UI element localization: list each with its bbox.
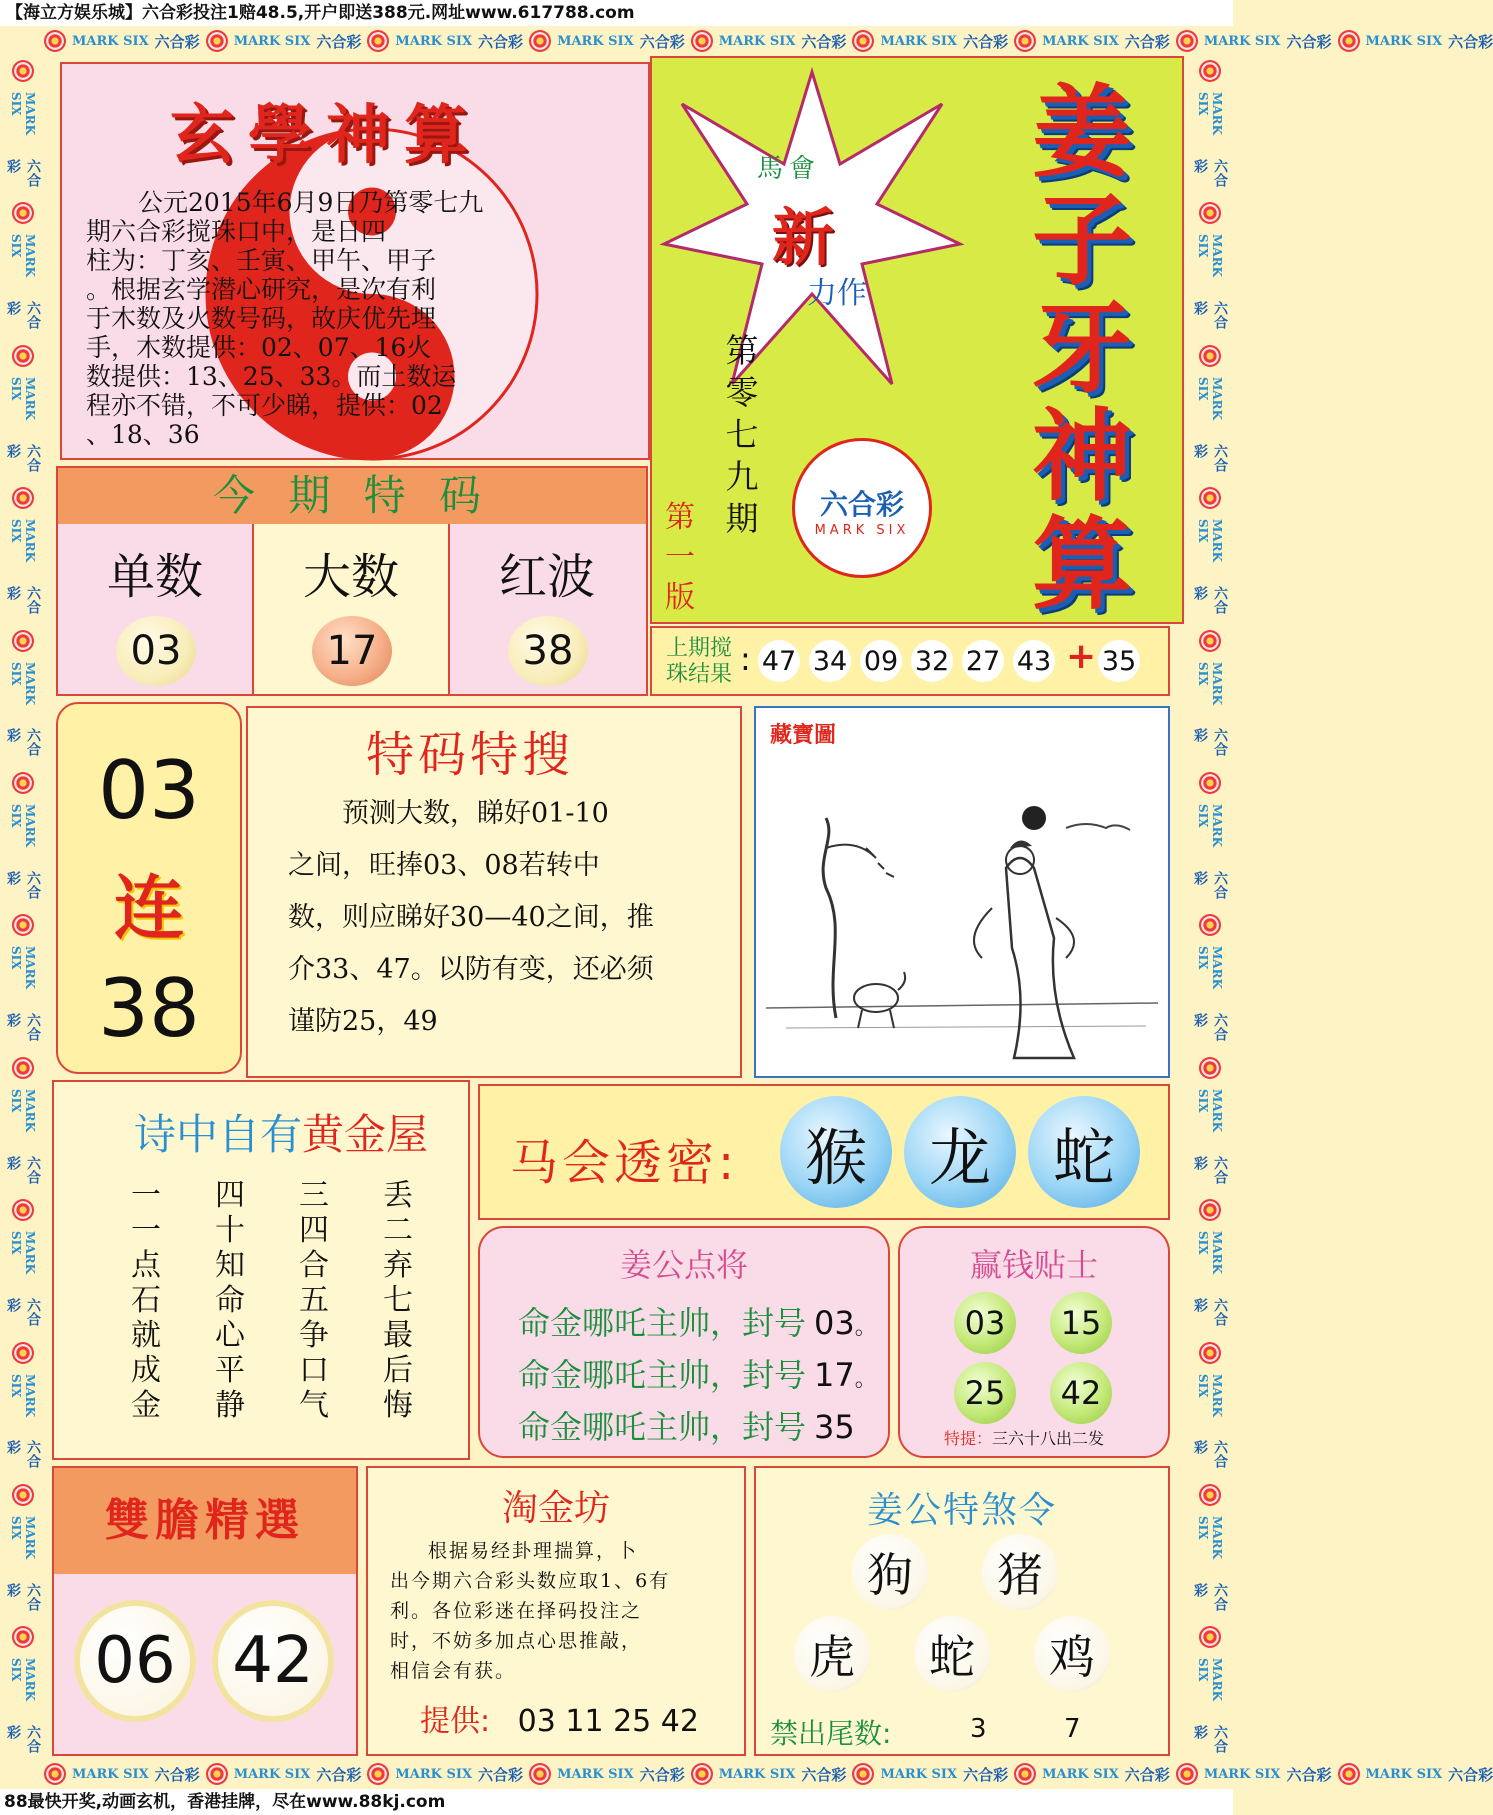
poem-char: 心: [215, 1318, 245, 1353]
temasousou-panel: [246, 706, 742, 1078]
border-mark-six-text: MARK SIX: [9, 1658, 37, 1702]
flower-icon: [12, 60, 34, 82]
poem-char: 后: [383, 1353, 413, 1388]
poem-char: 一: [131, 1213, 161, 1248]
border-mark-six-text: MARK SIX: [1203, 33, 1281, 49]
border-mark-six-text: MARK SIX: [718, 1766, 796, 1782]
border-lhc-text: 六合彩: [316, 32, 362, 51]
poem-char: 成: [131, 1353, 161, 1388]
border-mark-six-text: MARK SIX: [1196, 1516, 1224, 1560]
border-lhc-text: 六合彩: [1192, 158, 1228, 187]
taojin-provide-label: 提供:: [420, 1704, 491, 1739]
mahui-zodiac-ball: 猴: [780, 1096, 892, 1208]
flower-icon: [12, 1484, 34, 1506]
tesha-zodiac-ball: 蛇: [914, 1616, 990, 1692]
taojin-provide: [420, 1696, 699, 1740]
shuangdan-title: 雙膽精選: [54, 1468, 356, 1574]
yingqian-number-ball: 25: [954, 1362, 1016, 1424]
flower-icon: [1199, 1199, 1221, 1221]
logo-cn: 六合彩: [819, 488, 904, 521]
border-lhc-text: 六合彩: [1286, 32, 1332, 51]
border-lhc-text: 六合彩: [316, 1765, 362, 1784]
jianggong-line-number: 35: [814, 1408, 855, 1446]
border-lhc-text: 六合彩: [5, 1297, 41, 1326]
border-right-strip: [1187, 56, 1233, 1759]
last-result-plus: +: [1066, 636, 1097, 677]
yingqian-title: 赢钱贴士: [969, 1246, 1098, 1284]
poem-char: 争: [299, 1318, 329, 1353]
flower-icon: [367, 1763, 389, 1785]
edition-char: 一: [665, 540, 695, 575]
border-lhc-text: 六合彩: [5, 870, 41, 899]
flower-icon: [691, 1763, 713, 1785]
jinqi-item: [58, 524, 254, 694]
poem-char: 口: [299, 1353, 329, 1388]
border-mark-six-text: MARK SIX: [72, 1766, 149, 1782]
border-mark-six-text: MARK SIX: [9, 946, 37, 990]
border-mark-six-text: MARK SIX: [880, 1766, 958, 1782]
border-mark-six-text: MARK SIX: [395, 33, 473, 49]
temasousou-line: 介33、47。以防有变，还必须: [288, 954, 654, 985]
temasousou-line: 之间，旺捧03、08若转中: [288, 850, 600, 881]
yingqian-panel: [898, 1226, 1170, 1458]
poem-column: [294, 1178, 334, 1423]
shuangdan-panel: [52, 1466, 358, 1756]
border-lhc-text: 六合彩: [5, 443, 41, 472]
tesha-zodiac-ball: 鸡: [1034, 1616, 1110, 1692]
border-mark-six-text: MARK SIX: [395, 1766, 473, 1782]
flower-icon: [1199, 487, 1221, 509]
top-banner: 【海立方娱乐城】六合彩投注1赔48.5,开户即送388元.网址www.617788.com: [0, 0, 1233, 26]
tesha-tail-number: 7: [1064, 1714, 1081, 1744]
jianggong-line-mark: 。: [854, 1315, 877, 1340]
poem-char: 三: [299, 1178, 329, 1213]
jinqi-item-number-ball: 38: [508, 616, 588, 686]
jinqi-item: [254, 524, 450, 694]
yingqian-number-ball: 42: [1050, 1362, 1112, 1424]
border-lhc-text: 六合彩: [1192, 1297, 1228, 1326]
poem-char: 二: [383, 1213, 413, 1248]
mahui-zodiac-ball: 蛇: [1028, 1096, 1140, 1208]
border-lhc-text: 六合彩: [5, 1725, 41, 1754]
flower-icon: [12, 772, 34, 794]
border-mark-six-text: MARK SIX: [9, 1231, 37, 1275]
flower-icon: [1176, 1763, 1198, 1785]
poem-panel: [52, 1080, 470, 1460]
border-mark-six-text: MARK SIX: [557, 33, 634, 49]
jianggong-panel: [478, 1226, 890, 1458]
border-mark-six-text: MARK SIX: [1203, 1766, 1281, 1782]
border-lhc-text: 六合彩: [5, 1582, 41, 1611]
issue-char: 九: [725, 457, 759, 496]
border-mark-six-text: MARK SIX: [1365, 33, 1443, 49]
border-lhc-text: 六合彩: [5, 1155, 41, 1184]
last-result-label-1: 上期搅: [666, 636, 733, 661]
last-result-label: [666, 636, 732, 688]
border-lhc-text: 六合彩: [1448, 32, 1493, 51]
jinqi-item-label: 红波: [498, 549, 595, 605]
border-mark-six-text: MARK SIX: [9, 519, 37, 563]
lian-middle-text: 连: [114, 867, 184, 949]
flower-icon: [1338, 1763, 1360, 1785]
main-title-char: 牙: [1032, 289, 1132, 407]
poem-title-part1: 诗中自有: [134, 1110, 303, 1159]
mark-six-logo: [792, 438, 932, 578]
star-center-text: 新: [772, 201, 835, 274]
border-mark-six-text: MARK SIX: [1196, 92, 1224, 135]
main-title-char: 子: [1032, 181, 1132, 299]
poem-title: [134, 1102, 428, 1162]
main-title: [992, 73, 1172, 623]
jianggong-line: [518, 1350, 877, 1396]
poem-char: 七: [383, 1283, 413, 1318]
flower-icon: [1199, 914, 1221, 936]
xuanxue-line: 公元2015年6月9日乃第零七九: [138, 188, 484, 217]
border-lhc-text: 六合彩: [154, 1765, 200, 1784]
taojin-line: 利。各位彩迷在择码投注之: [390, 1600, 643, 1622]
last-result-colon: :: [740, 640, 751, 678]
poem-char: 气: [299, 1388, 329, 1423]
last-result-label-2: 珠结果: [666, 662, 733, 687]
poem-char: 平: [215, 1353, 245, 1388]
flower-icon: [44, 1763, 66, 1785]
flower-icon: [1199, 772, 1221, 794]
border-mark-six-text: MARK SIX: [1196, 1088, 1224, 1132]
flower-icon: [12, 630, 34, 652]
border-lhc-text: 六合彩: [154, 32, 200, 51]
treasure-panel: [754, 706, 1170, 1078]
xuanxue-line: 于木数及火数号码，故庆优先埋: [86, 304, 437, 333]
border-lhc-text: 六合彩: [1124, 32, 1170, 51]
jinqi-panel: [56, 466, 648, 696]
flower-icon: [44, 30, 66, 52]
taojin-line: 根据易经卦理揣算，卜: [428, 1540, 639, 1562]
poem-char: 点: [131, 1248, 161, 1283]
taojin-panel: [366, 1466, 746, 1756]
border-mark-six-text: MARK SIX: [1196, 804, 1224, 848]
poem-char: 知: [215, 1248, 245, 1283]
poem-title-part2: 黄金屋: [302, 1110, 429, 1159]
border-lhc-text: 六合彩: [478, 1765, 524, 1784]
title-panel: [650, 56, 1184, 624]
border-lhc-text: 六合彩: [1192, 301, 1228, 330]
star-bottom-text: 力作: [807, 276, 867, 311]
flower-icon: [12, 914, 34, 936]
flower-icon: [1199, 1342, 1221, 1364]
poem-column: [210, 1178, 250, 1423]
flower-icon: [529, 30, 551, 52]
jinqi-item: [450, 524, 646, 694]
border-lhc-text: 六合彩: [1192, 443, 1228, 472]
edition-char: 第: [665, 500, 695, 535]
jianggong-line-number: 17: [814, 1356, 855, 1394]
poem-char: 合: [299, 1248, 329, 1283]
border-mark-six-text: MARK SIX: [9, 804, 37, 848]
yingqian-tip-label: 特提：: [944, 1429, 993, 1448]
xuanxue-line: 手，木数提供：02、07、16火: [86, 333, 432, 362]
tesha-zodiac-ball: 猪: [982, 1534, 1058, 1610]
main-title-char: 神: [1032, 397, 1132, 515]
border-lhc-text: 六合彩: [639, 32, 685, 51]
border-lhc-text: 六合彩: [639, 1765, 685, 1784]
border-mark-six-text: MARK SIX: [1196, 661, 1224, 705]
taojin-line: 出今期六合彩头数应取1、6有: [390, 1570, 671, 1592]
border-left-strip: [0, 56, 46, 1759]
taojin-line: 时，不妨多加点心思推敲，: [390, 1630, 643, 1652]
flower-icon: [1199, 630, 1221, 652]
poem-char: 丢: [383, 1178, 413, 1213]
xuanxue-line: 柱为：丁亥、壬寅、甲午、甲子: [86, 246, 437, 275]
border-mark-six-text: MARK SIX: [718, 33, 796, 49]
taojin-text: [390, 1536, 736, 1686]
flower-icon: [12, 1626, 34, 1648]
flower-icon: [1176, 30, 1198, 52]
border-lhc-text: 六合彩: [1192, 1725, 1228, 1754]
border-lhc-text: 六合彩: [1192, 870, 1228, 899]
border-mark-six-text: MARK SIX: [233, 1766, 311, 1782]
border-bottom-strip: [0, 1759, 1493, 1789]
border-lhc-text: 六合彩: [1192, 1440, 1228, 1469]
shuangdan-number-ball: 42: [212, 1600, 334, 1722]
flower-icon: [852, 30, 874, 52]
last-result-number: 32: [911, 640, 953, 682]
flower-icon: [1199, 1057, 1221, 1079]
tesha-zodiac-ball: 狗: [852, 1534, 928, 1610]
jinqi-item-number-ball: 03: [116, 616, 196, 686]
flower-icon: [12, 487, 34, 509]
issue-char: 期: [725, 499, 759, 538]
lian-bottom-number: 38: [98, 962, 200, 1055]
border-mark-six-text: MARK SIX: [1042, 1766, 1119, 1782]
shuangdan-number-ball: 06: [74, 1600, 196, 1722]
poem-char: 四: [299, 1213, 329, 1248]
flower-icon: [12, 1057, 34, 1079]
border-top-strip: [0, 26, 1493, 56]
border-mark-six-text: MARK SIX: [233, 33, 311, 49]
border-mark-six-text: MARK SIX: [9, 234, 37, 278]
temasousou-title: 特码特搜: [366, 727, 575, 783]
flower-icon: [1014, 30, 1036, 52]
issue-char: 七: [725, 415, 759, 454]
flower-icon: [12, 202, 34, 224]
border-mark-six-text: MARK SIX: [1196, 519, 1224, 563]
bottom-banner: 88最快开奖,动画玄机，香港挂牌，尽在www.88kj.com: [0, 1789, 1233, 1815]
border-mark-six-text: MARK SIX: [9, 1516, 37, 1560]
border-mark-six-text: MARK SIX: [9, 661, 37, 705]
flower-icon: [1199, 60, 1221, 82]
border-lhc-text: 六合彩: [1192, 585, 1228, 614]
poem-char: 最: [383, 1318, 413, 1353]
xuanxue-text: [86, 188, 646, 449]
jinqi-item-label: 单数: [106, 549, 203, 605]
flower-icon: [1199, 1626, 1221, 1648]
tesha-zodiac-ball: 虎: [794, 1616, 870, 1692]
flower-icon: [12, 1199, 34, 1221]
poem-column: [126, 1178, 166, 1423]
poem-char: 石: [131, 1283, 161, 1318]
poem-char: 就: [131, 1318, 161, 1353]
border-lhc-text: 六合彩: [1124, 1765, 1170, 1784]
jianggong-line: [518, 1402, 855, 1448]
lian-panel: [56, 702, 242, 1074]
flower-icon: [1199, 1484, 1221, 1506]
xuanxue-line: 程亦不错，不可少睇，提供：02: [86, 391, 443, 420]
flower-icon: [691, 30, 713, 52]
border-lhc-text: 六合彩: [1286, 1765, 1332, 1784]
flower-icon: [852, 1763, 874, 1785]
main-title-char: 算: [1032, 505, 1132, 623]
flower-icon: [529, 1763, 551, 1785]
star-top-text: 馬會: [757, 154, 822, 184]
jinqi-item-label: 大数: [302, 549, 399, 605]
flower-icon: [1014, 1763, 1036, 1785]
jianggong-line-number: 03: [814, 1304, 855, 1342]
border-mark-six-text: MARK SIX: [1196, 376, 1224, 420]
tesha-tail-label: 禁出尾数:: [770, 1717, 892, 1750]
border-lhc-text: 六合彩: [1192, 728, 1228, 757]
flower-icon: [1199, 345, 1221, 367]
mahui-label-text: 马会透密: [510, 1135, 719, 1191]
poem-char: 命: [215, 1283, 245, 1318]
flower-icon: [206, 30, 228, 52]
issue-char: 零: [725, 373, 759, 412]
border-lhc-text: 六合彩: [5, 1440, 41, 1469]
poem-char: 弃: [383, 1248, 413, 1283]
poem-char: 金: [131, 1388, 161, 1423]
flower-icon: [12, 345, 34, 367]
border-mark-six-text: MARK SIX: [1196, 1373, 1224, 1417]
border-lhc-text: 六合彩: [963, 32, 1009, 51]
border-mark-six-text: MARK SIX: [1196, 1231, 1224, 1275]
poem-char: 静: [215, 1388, 245, 1423]
border-lhc-text: 六合彩: [5, 728, 41, 757]
xuanxue-line: 。根据玄学潜心研究，是次有利: [86, 275, 437, 304]
border-mark-six-text: MARK SIX: [9, 1088, 37, 1132]
taojin-title: 淘金坊: [501, 1488, 610, 1529]
border-mark-six-text: MARK SIX: [1042, 33, 1119, 49]
jianggong-line-mark: 。: [854, 1367, 877, 1392]
jianggong-line: [518, 1298, 877, 1344]
edition-char: 版: [665, 580, 695, 615]
last-result-number: 43: [1013, 640, 1055, 682]
border-mark-six-text: MARK SIX: [557, 1766, 634, 1782]
issue-char: 第: [725, 331, 759, 370]
last-result-number: 34: [809, 640, 851, 682]
treasure-title: 藏寶圖: [770, 723, 837, 748]
last-result-number: 09: [860, 640, 902, 682]
border-mark-six-text: MARK SIX: [9, 92, 37, 135]
last-result-number: 27: [962, 640, 1004, 682]
jinqi-item-number-ball: 17: [312, 616, 392, 686]
lian-top-number: 03: [98, 744, 200, 837]
temasousou-line: 预测大数，睇好01-10: [342, 798, 609, 829]
xuanxue-line: 期六合彩搅珠口中，是日四: [86, 217, 387, 246]
mahui-label: [510, 1124, 738, 1193]
tesha-tail-number: 3: [970, 1714, 987, 1744]
jianggong-line-text: 命金哪吒主帅，封号: [518, 1356, 807, 1394]
tesha-title: 姜公特煞令: [866, 1490, 1057, 1531]
poem-column: [378, 1178, 418, 1423]
border-lhc-text: 六合彩: [5, 158, 41, 187]
border-lhc-text: 六合彩: [1192, 1155, 1228, 1184]
xuanxue-title: 玄學神算: [170, 98, 482, 173]
last-result-number: 47: [758, 640, 800, 682]
temasousou-line: 谨防25，49: [288, 1006, 438, 1037]
border-mark-six-text: MARK SIX: [1196, 1658, 1224, 1702]
poem-char: 一: [131, 1178, 161, 1213]
yingqian-tip: [944, 1426, 1104, 1449]
mahui-colon: :: [718, 1135, 739, 1191]
main-title-char: 姜: [1032, 73, 1132, 191]
treasure-illustration: [766, 748, 1158, 1068]
border-lhc-text: 六合彩: [1192, 1013, 1228, 1042]
edition-label: [660, 498, 700, 618]
border-mark-six-text: MARK SIX: [880, 33, 958, 49]
poem-char: 悔: [383, 1388, 413, 1423]
taojin-provide-numbers: 03 11 25 42: [517, 1704, 699, 1739]
border-lhc-text: 六合彩: [963, 1765, 1009, 1784]
flower-icon: [12, 1342, 34, 1364]
border-lhc-text: 六合彩: [1448, 1765, 1493, 1784]
jianggong-line-text: 命金哪吒主帅，封号: [518, 1304, 807, 1342]
temasousou-text: [288, 788, 738, 1048]
mahui-zodiac-ball: 龙: [904, 1096, 1016, 1208]
yingqian-tip-text: 三六十八出二发: [992, 1429, 1105, 1448]
tesha-panel: [754, 1466, 1170, 1756]
poem-char: 五: [299, 1283, 329, 1318]
yingqian-number-ball: 15: [1050, 1292, 1112, 1354]
border-mark-six-text: MARK SIX: [1196, 946, 1224, 990]
border-lhc-text: 六合彩: [801, 32, 847, 51]
xuanxue-line: 数提供：13、25、33。而土数运: [86, 362, 457, 391]
border-mark-six-text: MARK SIX: [72, 33, 149, 49]
jianggong-title: 姜公点将: [619, 1246, 748, 1284]
last-result-special: 35: [1098, 640, 1140, 682]
border-lhc-text: 六合彩: [801, 1765, 847, 1784]
poem-char: 四: [215, 1178, 245, 1213]
border-lhc-text: 六合彩: [478, 32, 524, 51]
border-lhc-text: 六合彩: [5, 585, 41, 614]
last-result-panel: [650, 626, 1170, 696]
jinqi-title: 今 期 特 码: [58, 468, 646, 524]
yingqian-number-ball: 03: [954, 1292, 1016, 1354]
poem-char: 十: [215, 1213, 245, 1248]
mahui-panel: [478, 1084, 1170, 1220]
border-mark-six-text: MARK SIX: [9, 1373, 37, 1417]
jianggong-line-text: 命金哪吒主帅，封号: [518, 1408, 807, 1446]
xuanxue-panel: [60, 62, 650, 460]
taojin-line: 相信会有获。: [390, 1660, 517, 1682]
xuanxue-line: 、18、36: [86, 420, 200, 449]
border-lhc-text: 六合彩: [1192, 1582, 1228, 1611]
border-mark-six-text: MARK SIX: [1365, 1766, 1443, 1782]
issue-vertical-label: [722, 330, 762, 540]
temasousou-line: 数，则应睇好30—40之间，推: [288, 902, 654, 933]
flower-icon: [1199, 202, 1221, 224]
flower-icon: [367, 30, 389, 52]
logo-en: MARK SIX: [814, 523, 910, 538]
border-mark-six-text: MARK SIX: [1196, 234, 1224, 278]
flower-icon: [1338, 30, 1360, 52]
border-lhc-text: 六合彩: [5, 301, 41, 330]
border-mark-six-text: MARK SIX: [9, 376, 37, 420]
border-lhc-text: 六合彩: [5, 1013, 41, 1042]
flower-icon: [206, 1763, 228, 1785]
